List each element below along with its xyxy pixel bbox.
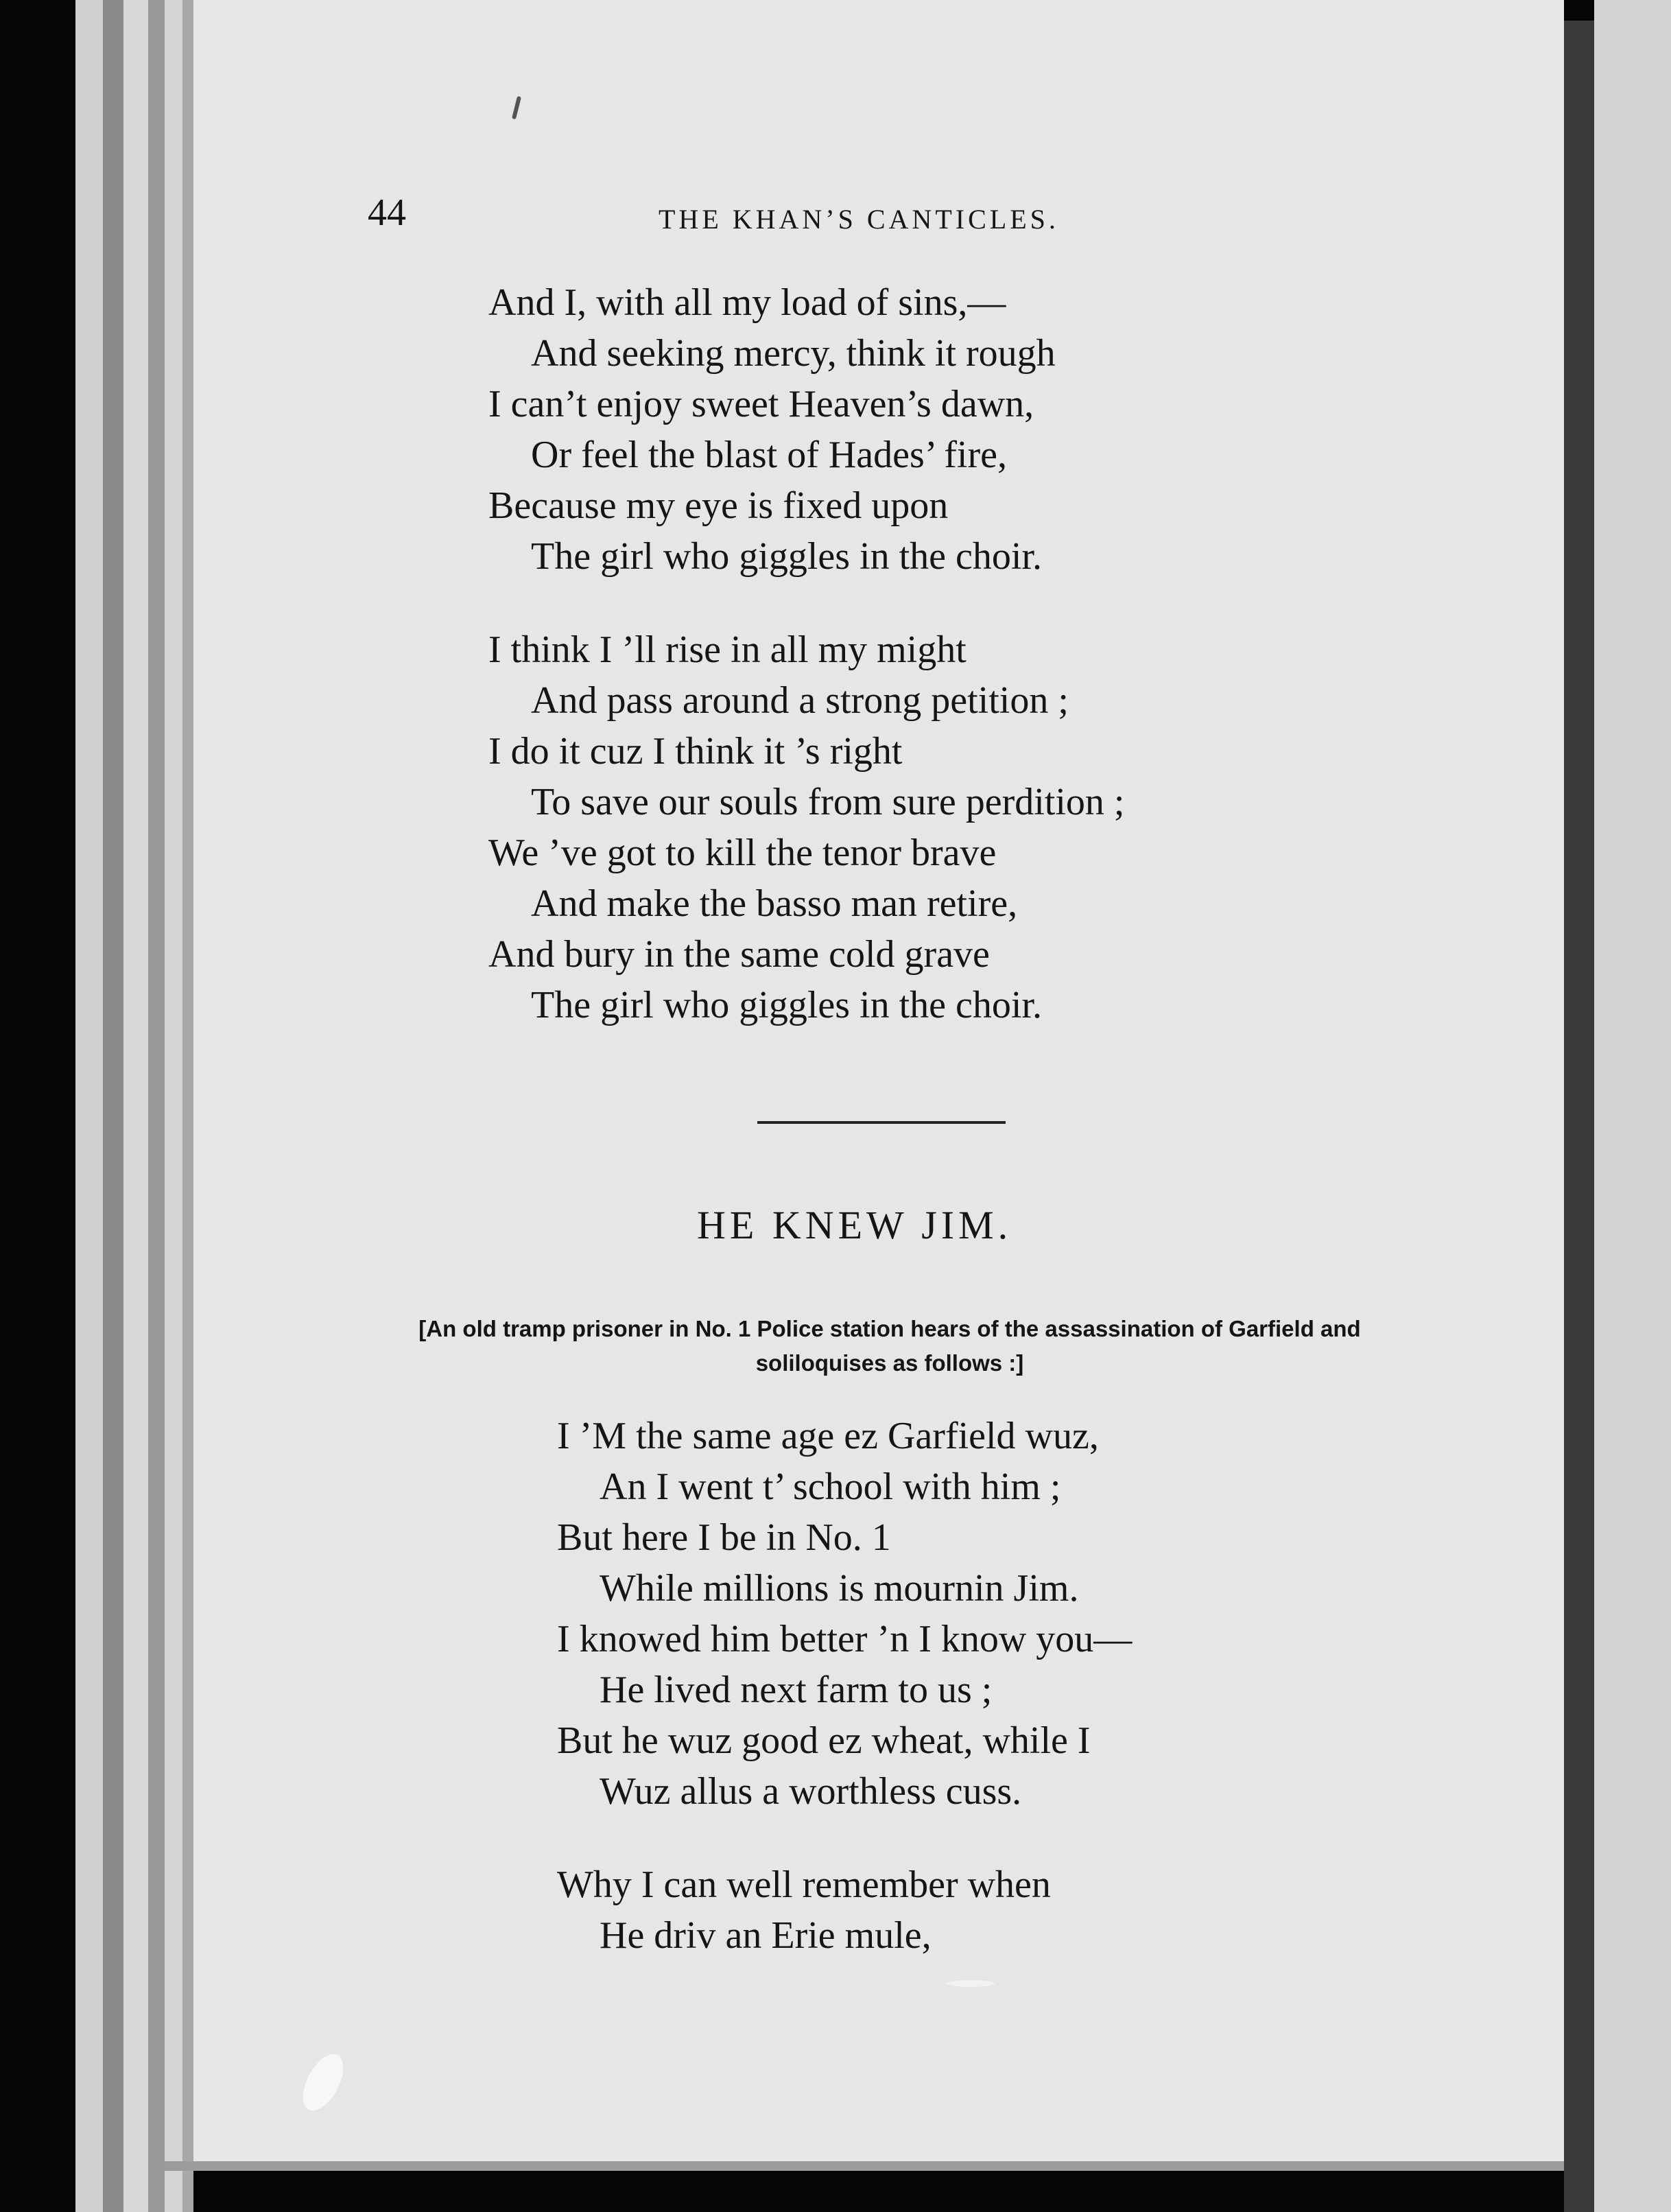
verse-line: Because my eye is fixed upon (488, 484, 949, 527)
verse-line: But here I be in No. 1 (557, 1516, 891, 1559)
verse-line: While millions is mournin Jim. (600, 1567, 1079, 1610)
page-edge (103, 0, 123, 2212)
verse-line: But he wuz good ez wheat, while I (557, 1719, 1091, 1762)
stanza (557, 1411, 1132, 1817)
verse-line: I can’t enjoy sweet Heaven’s dawn, (488, 383, 1034, 425)
verse-line: An I went t’ school with him ; (600, 1466, 1061, 1508)
page-bottom-edge (165, 2161, 1564, 2171)
verse-line: I think I ’ll rise in all my might (488, 628, 967, 671)
verse-line: I do it cuz I think it ’s right (488, 730, 903, 773)
verse-line-rest: the same age ez Garfield wuz, (626, 1415, 1099, 1457)
stanza (488, 624, 1124, 1031)
verse-line: I knowed him better ’n I know you— (557, 1618, 1133, 1660)
verse-line: And seeking mercy, think it rough (531, 332, 1056, 375)
page-edge (148, 0, 165, 2212)
facing-page-edge (1594, 0, 1671, 2212)
verse-line (557, 1411, 1132, 1461)
verse-line: Why I can well remember when (557, 1863, 1051, 1906)
section-divider (757, 1121, 1006, 1124)
epigraph-line: [An old tramp prisoner in No. 1 Police station hears of the assassination of Garfield and (418, 1316, 1361, 1341)
page-edge (75, 0, 103, 2212)
verse-line: The girl who giggles in the choir. (531, 535, 1042, 578)
verse-line: Wuz allus a worthless cuss. (600, 1770, 1022, 1813)
verse-line: Or feel the blast of Hades’ fire, (531, 434, 1007, 476)
stanza (488, 277, 1056, 582)
running-head: THE KHAN’S CANTICLES. (659, 204, 1059, 235)
epigraph (344, 1312, 1435, 1380)
page-edge (123, 0, 148, 2212)
verse-line: To save our souls from sure perdition ; (531, 781, 1125, 823)
binding-gutter (1564, 21, 1594, 2212)
verse-line: And bury in the same cold grave (488, 933, 990, 976)
verse-line: We ’ve got to kill the tenor brave (488, 832, 997, 874)
verse-line: And make the basso man retire, (531, 882, 1018, 925)
verse-line: He driv an Erie mule, (600, 1914, 932, 1957)
poem-title: HE KNEW JIM. (697, 1203, 1012, 1247)
stanza (557, 1859, 1051, 1961)
page-number: 44 (368, 191, 406, 234)
verse-line: And I, with all my load of sins,— (488, 281, 1006, 324)
scan-speck (947, 1980, 995, 1987)
verse-line: The girl who giggles in the choir. (531, 984, 1042, 1026)
page-edge (165, 0, 182, 2212)
verse-line: He lived next farm to us ; (600, 1669, 993, 1711)
page-edge (182, 0, 193, 2212)
epigraph-line: soliloquises as follows :] (755, 1350, 1024, 1376)
verse-line: And pass around a strong petition ; (531, 679, 1069, 722)
opening-word: I ’M (557, 1415, 627, 1457)
